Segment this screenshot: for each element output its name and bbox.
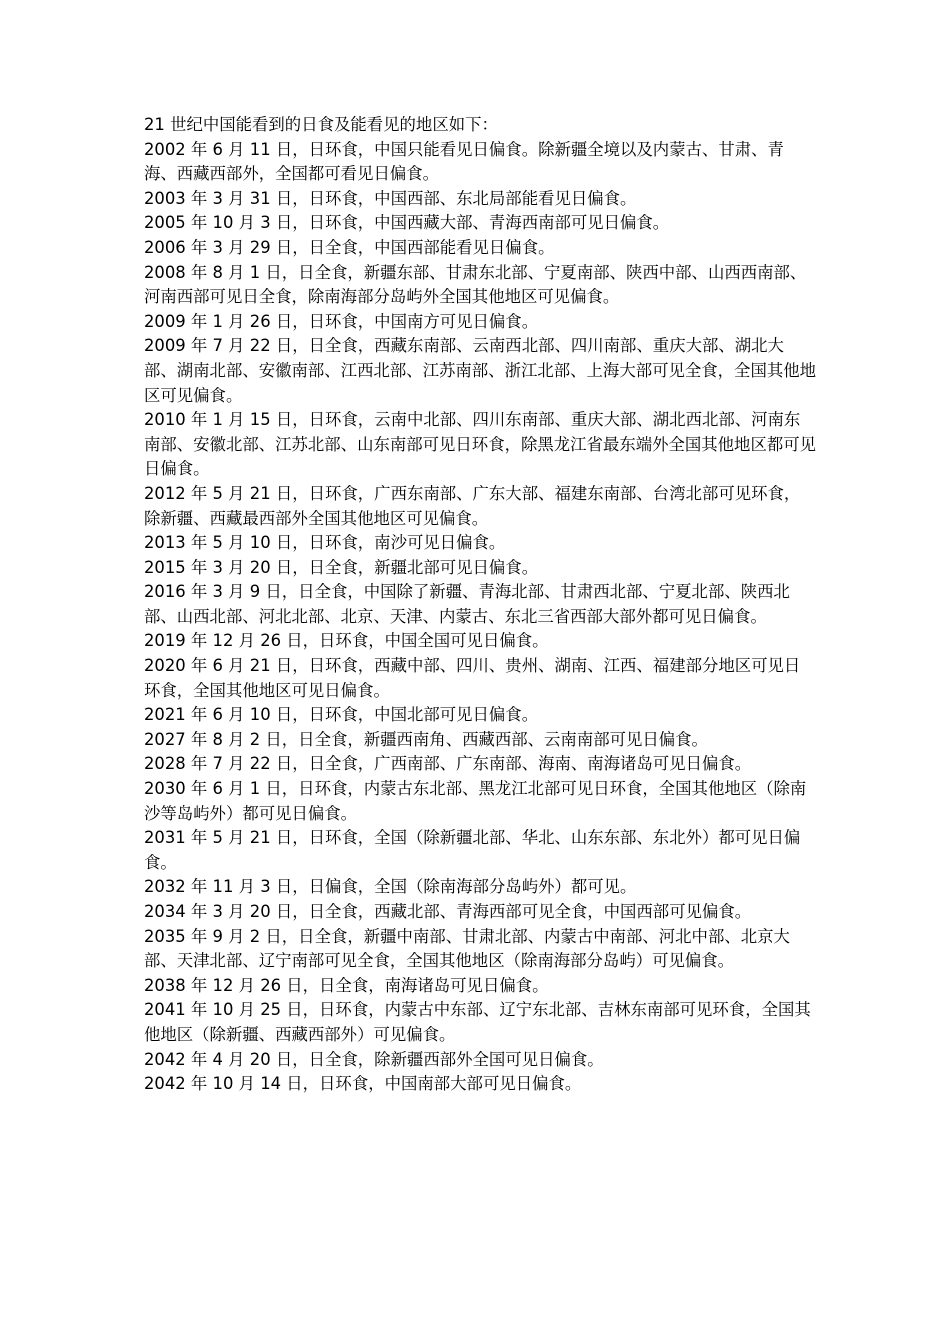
eclipse-entry: 2013 年 5 月 10 日，日环食，南沙可见日偏食。 [144, 533, 506, 553]
eclipse-entry: 2042 年 4 月 20 日，日全食，除新疆西部外全国可见日偏食。 [144, 1049, 604, 1069]
eclipse-entry: 2019 年 12 月 26 日，日环食，中国全国可见日偏食。 [144, 631, 549, 651]
document-body [144, 113, 816, 1097]
eclipse-entry: 2009 年 1 月 26 日，日环食，中国南方可见日偏食。 [144, 311, 539, 331]
eclipse-entry: 2003 年 3 月 31 日，日环食，中国西部、东北局部能看见日偏食。 [144, 188, 637, 208]
eclipse-entry: 2016 年 3 月 9 日，日全食，中国除了新疆、青海北部、甘肃西北部、宁夏北部、陕西北部、山西北部、河北北部、北京、天津、内蒙古、东北三省西部大部外都可见日偏食。 [144, 582, 790, 626]
intro-line: 21 世纪中国能看到的日食及能看见的地区如下： [144, 115, 498, 134]
eclipse-entry: 2041 年 10 月 25 日，日环食，内蒙古中东部、辽宁东北部、吉林东南部可见环食，全国其他地区（除新疆、西藏西部外）可见偏食。 [144, 1000, 811, 1044]
eclipse-entry: 2006 年 3 月 29 日，日全食，中国西部能看见日偏食。 [144, 237, 555, 257]
eclipse-entry: 2035 年 9 月 2 日，日全食，新疆中南部、甘肃北部、内蒙古中南部、河北中部、北京大部、天津北部、辽宁南部可见全食，全国其他地区（除南海部分岛屿）可见偏食。 [144, 926, 790, 971]
eclipse-entry: 2034 年 3 月 20 日，日全食，西藏北部、青海西部可见全食，中国西部可见偏食。 [144, 902, 752, 921]
eclipse-entry: 2031 年 5 月 21 日，日环食，全国（除新疆北部、华北、山东东部、东北外）都可见日偏食。 [144, 828, 801, 872]
eclipse-entry: 2020 年 6 月 21 日，日环食，西藏中部、四川、贵州、湖南、江西、福建部分地区可见日环食，全国其他地区可见日偏食。 [144, 656, 801, 700]
eclipse-entry: 2005 年 10 月 3 日，日环食，中国西藏大部、青海西南部可见日偏食。 [144, 213, 670, 233]
eclipse-entry: 2042 年 10 月 14 日，日环食，中国南部大部可见日偏食。 [144, 1074, 582, 1094]
eclipse-entry: 2028 年 7 月 22 日，日全食，广西南部、广东南部、海南、南海诸岛可见日偏食。 [144, 754, 752, 774]
eclipse-entry: 2009 年 7 月 22 日，日全食，西藏东南部、云南西北部、四川南部、重庆大部、湖北大部、湖南北部、安徽南部、江西北部、江苏南部、浙江北部、上海大部可见全食，全国其他地区可见偏食。 [144, 336, 817, 405]
eclipse-entry: 2030 年 6 月 1 日，日环食，内蒙古东北部、黑龙江北部可见日环食，全国其他地区（除南沙等岛屿外）都可见日偏食。 [144, 779, 807, 823]
eclipse-entry: 2010 年 1 月 15 日，日环食，云南中北部、四川东南部、重庆大部、湖北西北部、河南东南部、安徽北部、江苏北部、山东南部可见日环食，除黑龙江省最东端外全国其他地区都可见日偏食。 [144, 410, 817, 479]
eclipse-entry: 2032 年 11 月 3 日，日偏食，全国（除南海部分岛屿外）都可见。 [144, 877, 637, 897]
eclipse-entry: 2002 年 6 月 11 日，日环食，中国只能看见日偏食。除新疆全境以及内蒙古、甘肃、青海、西藏西部外，全国都可看见日偏食。 [144, 139, 784, 184]
eclipse-entry: 2008 年 8 月 1 日，日全食，新疆东部、甘肃东北部、宁夏南部、陕西中部、山西西南部、河南西部可见日全食，除南海部分岛屿外全国其他地区可见偏食。 [144, 262, 807, 307]
eclipse-entry: 2015 年 3 月 20 日，日全食，新疆北部可见日偏食。 [144, 557, 539, 577]
eclipse-entry: 2012 年 5 月 21 日，日环食，广西东南部、广东大部、福建东南部、台湾北部可见环食，除新疆、西藏最西部外全国其他地区可见偏食。 [144, 483, 801, 528]
eclipse-entry: 2038 年 12 月 26 日，日全食，南海诸岛可见日偏食。 [144, 975, 549, 995]
eclipse-entry: 2027 年 8 月 2 日，日全食，新疆西南角、西藏西部、云南南部可见日偏食。 [144, 729, 708, 749]
eclipse-entry: 2021 年 6 月 10 日，日环食，中国北部可见日偏食。 [144, 705, 539, 725]
